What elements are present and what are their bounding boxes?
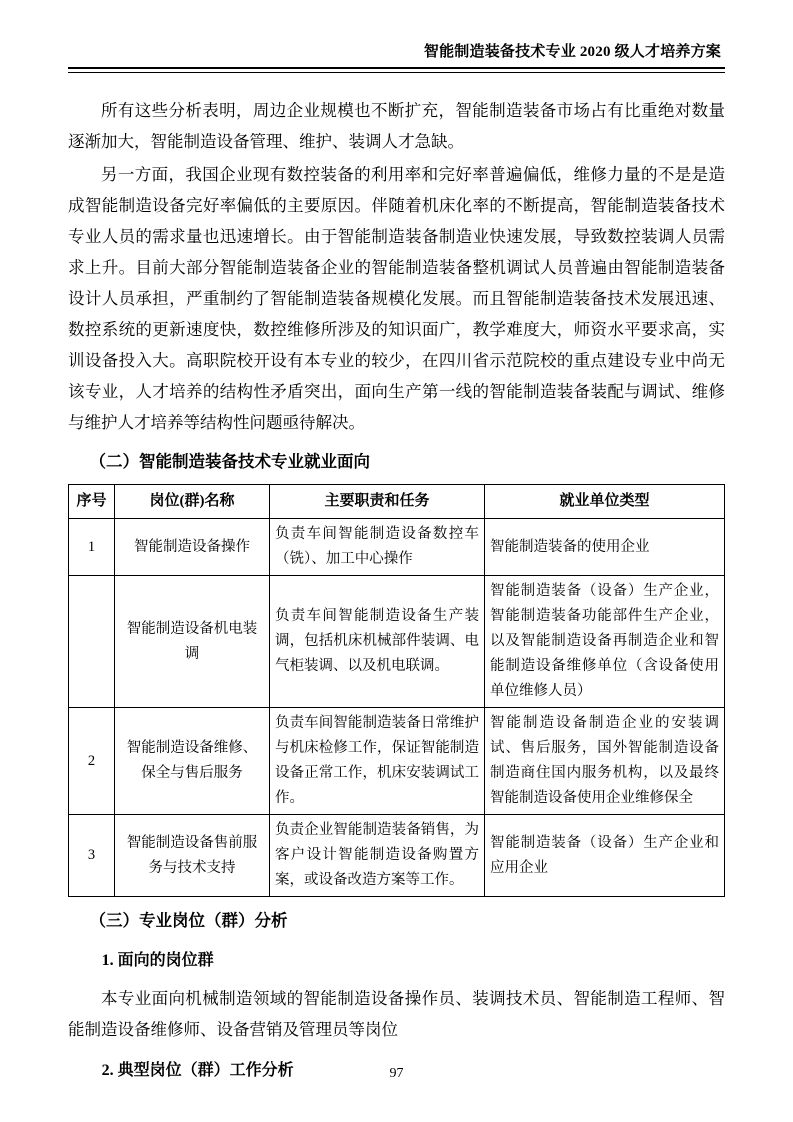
cell-name: 智能制造设备售前服务与技术支持 (115, 815, 270, 897)
cell-name: 智能制造设备维修、保全与售后服务 (115, 708, 270, 815)
column-header-unit: 就业单位类型 (485, 485, 725, 519)
cell-duty: 负责企业智能制造装备销售，为客户设计智能制造设备购置方案，或设备改造方案等工作。 (270, 815, 485, 897)
employment-table (68, 484, 725, 897)
subheading-typical-job-analysis: 2. 典型岗位（群）工作分析 (101, 1062, 294, 1079)
column-header-duty: 主要职责和任务 (270, 485, 485, 519)
section-heading-analysis: （三）专业岗位（群）分析 (89, 911, 288, 930)
cell-num: 2 (69, 708, 115, 815)
cell-name: 智能制造设备机电装调 (115, 576, 270, 708)
page-header (68, 40, 725, 61)
cell-duty: 负责车间智能制造设备数控车（铣）、加工中心操作 (270, 519, 485, 576)
document-body (68, 95, 725, 1085)
table-row (69, 519, 725, 576)
cell-num (69, 576, 115, 708)
table-row (69, 708, 725, 815)
cell-num: 1 (69, 519, 115, 576)
column-header-num: 序号 (69, 485, 115, 519)
paragraph-1: 所有这些分析表明，周边企业规模也不断扩充，智能制造装备市场占有比重绝对数量逐渐加大，智能制造设备管理、维护、装调人才急缺。 (68, 101, 725, 151)
page-number: 97 (389, 1066, 404, 1081)
cell-duty: 负责车间智能制造装备日常维护与机床检修工作，保证智能制造设备正常工作，机床安装调试工作。 (270, 708, 485, 815)
column-header-name: 岗位(群)名称 (115, 485, 270, 519)
cell-duty: 负责车间智能制造设备生产装调，包括机床机械部件装调、电气柜装调、以及机电联调。 (270, 576, 485, 708)
paragraph-2: 另一方面，我国企业现有数控装备的利用率和完好率普遍偏低，维修力量的不是是造成智能制造设备完好率偏低的主要原因。伴随着机床化率的不断提高，智能制造装备技术专业人员的需求量也迅速增长。由于智能制造装备制造业快速发展，导致数控装调人员需求上升。目前大部分智能制造装备企业的智能制造装备整机调试人员普遍由智能制造装备设计人员承担，严重制约了智能制造装备规模化发展。而且智能制造装备技术发展迅速、数控系统的更新速度快，数控维修所涉及的知识面广，教学难度大，师资水平要求高，实训设备投入大。高职院校开设有本专业的较少，在四川省示范院校的重点建设专业中尚无该专业，人才培养的结构性矛盾突出，面向生产第一线的智能制造装备装配与调试、维修与维护人才培养等结构性问题亟待解决。 (68, 165, 725, 432)
table-row (69, 576, 725, 708)
paragraph-3: 本专业面向机械制造领域的智能制造设备操作员、装调技术员、智能制造工程师、智能制造设备维修师、设备营销及管理员等岗位 (68, 989, 725, 1039)
header-divider (68, 67, 725, 73)
table-header-row (69, 485, 725, 519)
section-heading-employment: （二）智能制造装备技术专业就业面向 (89, 452, 370, 471)
cell-name: 智能制造设备操作 (115, 519, 270, 576)
subheading-job-groups: 1. 面向的岗位群 (101, 952, 214, 969)
header-title: 智能制造装备技术专业 2020 级人才培养方案 (423, 44, 721, 60)
cell-num: 3 (69, 815, 115, 897)
cell-unit: 智能制造设备制造企业的安装调试、售后服务，国外智能制造设备制造商住国内服务机构，以及最终智能制造设备使用企业维修保全 (485, 708, 725, 815)
cell-unit: 智能制造装备（设备）生产企业和应用企业 (485, 815, 725, 897)
cell-unit: 智能制造装备的使用企业 (485, 519, 725, 576)
cell-unit: 智能制造装备（设备）生产企业，智能制造装备功能部件生产企业，以及智能制造设备再制造企业和智能制造设备维修单位（含设备使用单位维修人员） (485, 576, 725, 708)
table-row (69, 815, 725, 897)
